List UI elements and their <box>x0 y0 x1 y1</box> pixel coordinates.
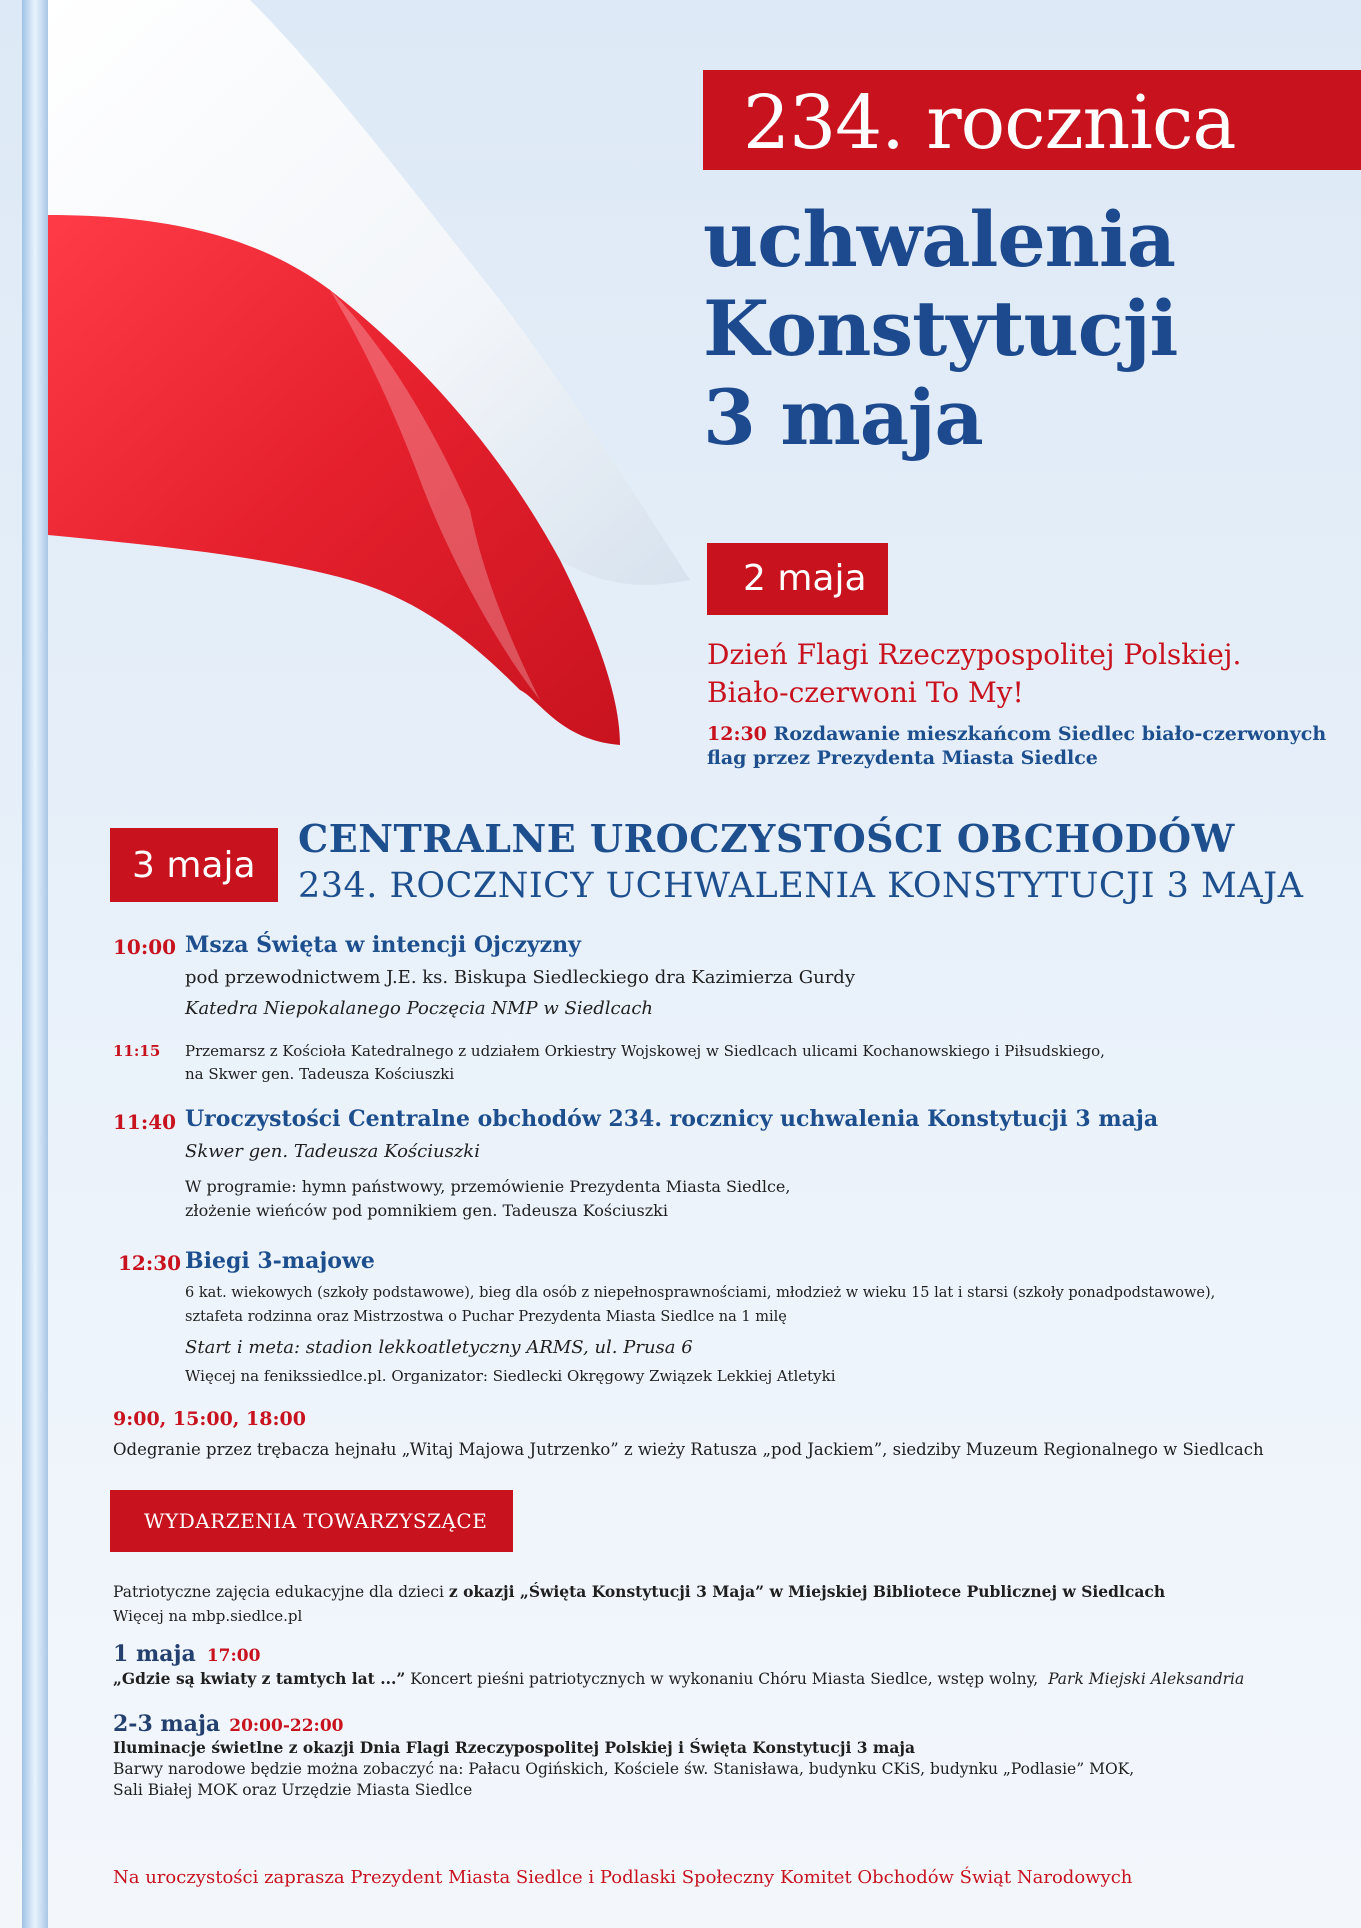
event-text-line-2: flag przez Prezydenta Miasta Siedlce <box>707 747 1098 769</box>
library-more-info: Więcej na mbp.siedlce.pl <box>113 1607 303 1625</box>
event-detail: Przemarsz z Kościoła Katedralnego z udziałem Orkiestry Wojskowej w Siedlcach ulicami Kochanowskiego i Piłsudskiego, <box>185 1042 1105 1060</box>
library-event-text: Patriotyczne zajęcia edukacyjne dla dzieci <box>113 1583 449 1601</box>
item-time: 17:00 <box>206 1646 261 1666</box>
event-program-line-2: złożenie wieńców pod pomnikiem gen. Tadeusza Kościuszki <box>185 1201 668 1220</box>
concert-text: Koncert pieśni patriotycznych w wykonaniu Chóru Miasta Siedlce, wstęp wolny, <box>405 1670 1039 1688</box>
companion-events-label: WYDARZENIA TOWARZYSZĄCE <box>144 1509 488 1533</box>
concert-title: „Gdzie są kwiaty z tamtych lat ...” <box>113 1669 406 1688</box>
event-place: Skwer gen. Tadeusza Kościuszki <box>185 1141 480 1162</box>
event-text: Rozdawanie mieszkańcom Siedlec biało-czerwonych <box>773 723 1327 745</box>
event-time-1140: 11:40 <box>113 1110 177 1134</box>
library-event <box>113 1582 1165 1601</box>
companion-item-may-1 <box>113 1641 260 1667</box>
companion-events-banner <box>110 1490 513 1552</box>
date-tag-label: 2 maja <box>743 558 867 599</box>
illumination-detail: Barwy narodowe będzie można zobaczyć na: Pałacu Ogińskich, Kościele św. Stanisława, budynku CKiS, budynku „Podlasie” MOK, <box>113 1760 1135 1778</box>
event-detail-line-2: na Skwer gen. Tadeusza Kościuszki <box>185 1065 455 1083</box>
flag-day-title-line-2: Biało-czerwoni To My! <box>707 676 1024 709</box>
event-bugle-call: Odegranie przez trębacza hejnału „Witaj Majowa Jutrzenko” z wieży Ratusza „pod Jackiem”, siedziby Muzeum Regionalnego w Siedlcach <box>113 1440 1264 1459</box>
event-place: Start i meta: stadion lekkoatletyczny ARMS, ul. Prusa 6 <box>185 1337 693 1358</box>
event-time-bugle: 9:00, 15:00, 18:00 <box>113 1408 306 1430</box>
event-time: 12:30 <box>707 723 767 745</box>
event-time-1230: 12:30 <box>118 1251 182 1275</box>
date-tag-may-3 <box>110 828 278 902</box>
companion-item-may-2-3 <box>113 1711 344 1737</box>
event-time-1115: 11:15 <box>113 1042 161 1060</box>
flag-day-title <box>707 636 1241 712</box>
invitation-footer: Na uroczystości zaprasza Prezydent Miasta Siedlce i Podlaski Społeczny Komitet Obchodów Świąt Narodowych <box>113 1867 1133 1888</box>
event-title-run: Biegi 3-majowe <box>185 1248 375 1274</box>
event-program: W programie: hymn państwowy, przemówienie Prezydenta Miasta Siedlce, <box>185 1177 791 1196</box>
event-detail-line-2: sztafeta rodzinna oraz Mistrzostwa o Puchar Prezydenta Miasta Siedlce na 1 milę <box>185 1309 787 1325</box>
concert-place: Park Miejski Aleksandria <box>1048 1670 1245 1688</box>
illumination-detail-line-2: Sali Białej MOK oraz Urzędzie Miasta Siedlce <box>113 1781 473 1799</box>
event-detail: 6 kat. wiekowych (szkoły podstawowe), bieg dla osób z niepełnosprawnościami, młodzież w wieku 15 lat i starsi (szkoły ponadpodstawowe), <box>185 1285 1216 1301</box>
central-celebrations-subheading: 234. ROCZNICY UCHWALENIA KONSTYTUCJI 3 MAJA <box>298 866 1304 906</box>
flag-pole <box>22 0 48 1928</box>
anniversary-label: 234. rocznica <box>743 80 1236 166</box>
concert-description <box>113 1669 1244 1688</box>
event-title-central: Uroczystości Centralne obchodów 234. rocznicy uchwalenia Konstytucji 3 maja <box>185 1106 1159 1132</box>
event-time-1000: 10:00 <box>113 935 177 959</box>
date-tag-label: 3 maja <box>132 845 256 886</box>
event-more-info: Więcej na fenikssiedlce.pl. Organizator: Siedlecki Okręgowy Związek Lekkiej Atletyki <box>185 1367 836 1385</box>
title-line-2: Konstytucji <box>703 284 1178 373</box>
illumination-title: Iluminacje świetlne z okazji Dnia Flagi Rzeczypospolitej Polskiej i Święta Konstytucji 3 maja <box>113 1738 916 1757</box>
library-event-bold: z okazji „Święta Konstytucji 3 Maja” w Miejskiej Bibliotece Publicznej w Siedlcach <box>448 1582 1166 1601</box>
item-date: 2-3 maja <box>113 1711 221 1737</box>
event-title-mass: Msza Święta w intencji Ojczyzny <box>185 932 581 958</box>
event-detail: pod przewodnictwem J.E. ks. Biskupa Siedleckiego dra Kazimierza Gurdy <box>185 967 855 988</box>
event-place: Katedra Niepokalanego Poczęcia NMP w Siedlcach <box>185 998 653 1019</box>
flag-day-title-line-1: Dzień Flagi Rzeczypospolitej Polskiej. <box>707 638 1242 671</box>
date-tag-may-2 <box>707 543 888 615</box>
central-celebrations-heading: CENTRALNE UROCZYSTOŚCI OBCHODÓW <box>298 816 1235 861</box>
page-title <box>703 195 1343 462</box>
item-date: 1 maja <box>113 1641 196 1667</box>
item-time: 20:00-22:00 <box>229 1716 344 1736</box>
title-line-3: 3 maja <box>703 373 983 462</box>
anniversary-banner <box>703 70 1361 170</box>
flag-day-event <box>707 722 1326 770</box>
title-line-1: uchwalenia <box>703 195 1176 284</box>
